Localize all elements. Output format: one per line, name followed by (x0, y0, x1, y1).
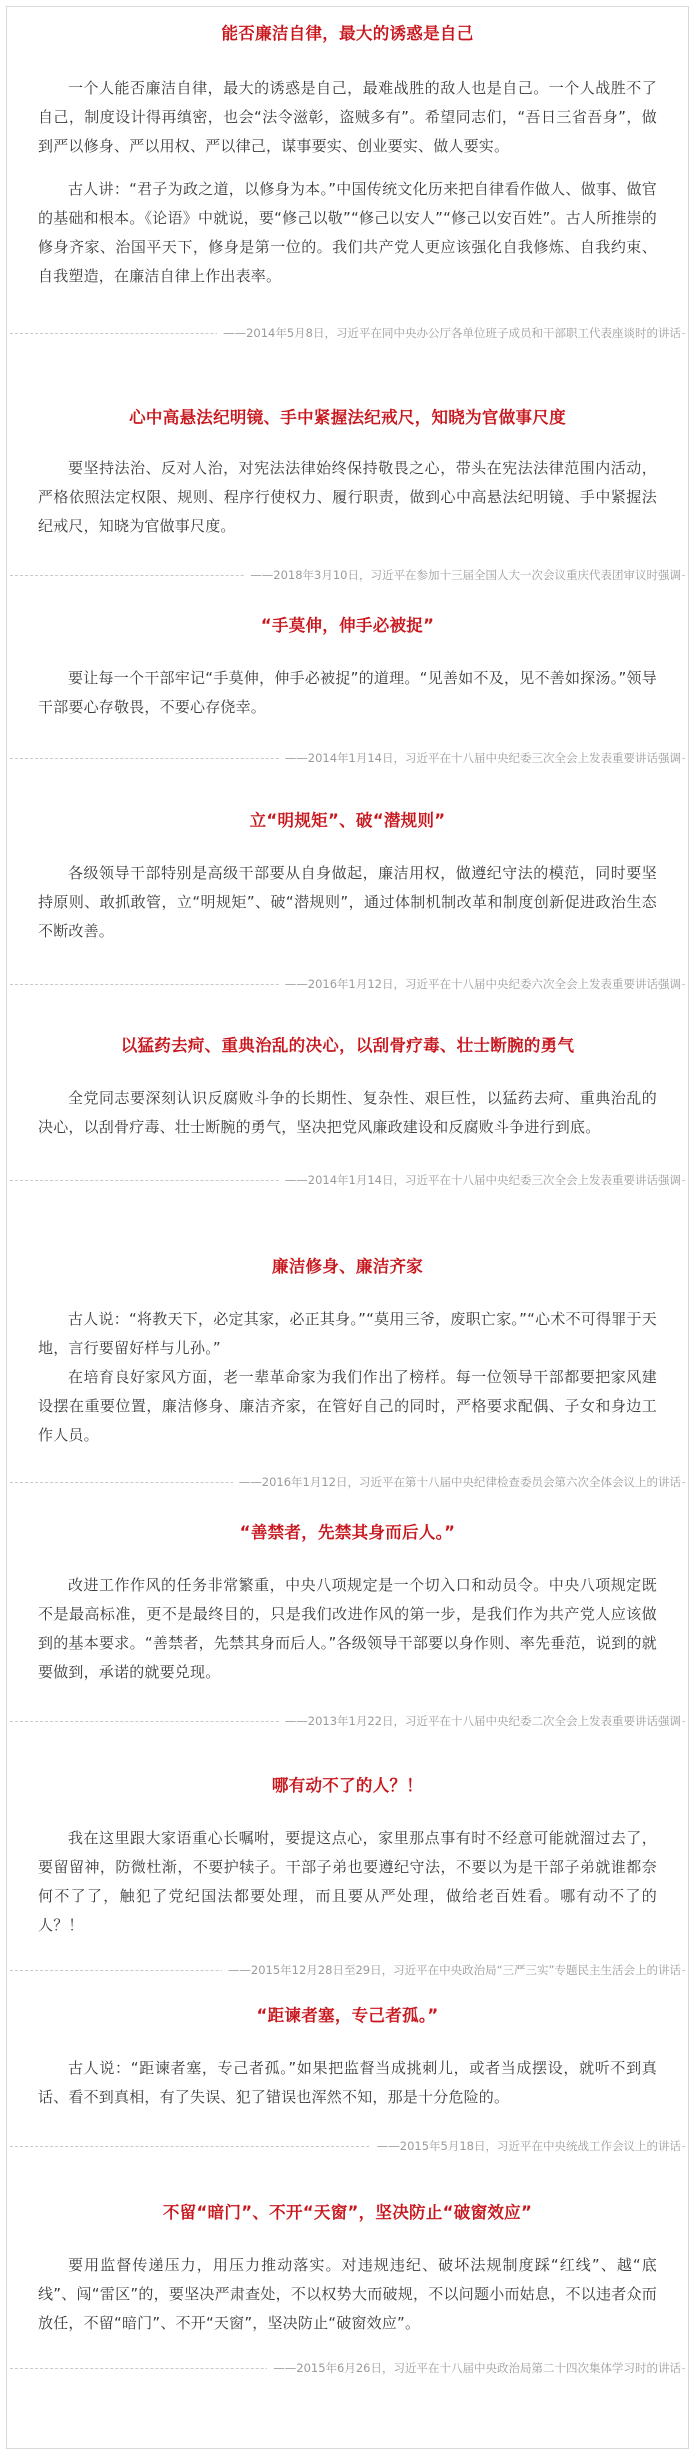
section-title: 能否廉洁自律，最大的诱惑是自己 (221, 24, 474, 43)
section-paragraph: 要坚持法治、反对人治，对宪法法律始终保持敬畏之心，带头在宪法法律范围内活动，严格依照法定权限、规则、程序行使权力、履行职责，做到心中高悬法纪明镜、手中紧握法纪戒尺，知晓为官做事尺度。 (38, 459, 657, 535)
source-citation: ——2016年1月12日，习近平在第十八届中央纪律检查委员会第六次全体会议上的讲话 (233, 1474, 681, 1490)
source-line (10, 1172, 685, 1188)
source-citation: ——2014年1月14日，习近平在十八届中央纪委三次全会上发表重要讲话强调 (279, 1172, 681, 1188)
section-7 (0, 1521, 695, 1729)
source-citation: ——2015年6月26日，习近平在十八届中央政治局第二十四次集体学习时的讲话 (267, 2360, 681, 2376)
source-line (10, 750, 685, 766)
section-title: 廉洁修身、廉洁齐家 (271, 1257, 424, 1276)
section-paragraph: 改进工作作风的任务非常繁重，中央八项规定是一个切入口和动员令。中央八项规定既不是最高标准，更不是最终目的，只是我们改进作风的第一步，是我们作为共产党人应该做到的基本要求。“善禁者，先禁其身而后人。”各级领导干部要以身作则、率先垂范，说到的就要做到，承诺的就要兑现。 (38, 1576, 657, 1681)
section-paragraph: 古人说：“将教天下，必定其家，必正其身。”“莫用三爷，废职亡家。”“心术不可得罪于天地，言行要留好样与儿孙。” (38, 1310, 657, 1357)
section-paragraph: 古人说：“距谏者塞，专己者孤。”如果把监督当成挑刺儿，或者当成摆设，就听不到真话、看不到真相，有了失误、犯了错误也浑然不知，那是十分危险的。 (38, 2059, 657, 2106)
section-title: “手莫伸，伸手必被捉” (260, 616, 435, 635)
source-line (10, 1474, 685, 1490)
section-paragraph: 要让每一个干部牢记“手莫伸，伸手必被捉”的道理。“见善如不及，见不善如探汤。”领导干部要心存敬畏，不要心存侥幸。 (38, 669, 657, 716)
source-citation: ——2016年1月12日，习近平在十八届中央纪委六次全会上发表重要讲话强调 (279, 976, 681, 992)
section-title: 不留“暗门”、不开“天窗”，坚决防止“破窗效应” (162, 2203, 533, 2222)
section-10 (0, 2201, 695, 2376)
section-2 (0, 406, 695, 583)
source-citation: ——2015年5月18日，习近平在中央统战工作会议上的讲话 (371, 2138, 681, 2154)
section-4 (0, 809, 695, 992)
section-3 (0, 614, 695, 766)
section-title: “善禁者，先禁其身而后人。” (239, 1523, 456, 1542)
source-line (10, 2138, 685, 2154)
section-1 (0, 22, 695, 341)
source-line (10, 325, 685, 341)
section-9 (0, 2004, 695, 2154)
section-8 (0, 1774, 695, 1978)
section-paragraph: 各级领导干部特别是高级干部要从自身做起，廉洁用权，做遵纪守法的模范，同时要坚持原则、敢抓敢管，立“明规矩”、破“潜规则”，通过体制机制改革和制度创新促进政治生态不断改善。 (38, 864, 657, 940)
section-paragraph: 一个人能否廉洁自律，最大的诱惑是自己，最难战胜的敌人也是自己。一个人战胜不了自己，制度设计得再缜密，也会“法令滋彰，盗贼多有”。希望同志们，“吾日三省吾身”，做到严以修身、严以用权、严以律己，谋事要实、创业要实、做人要实。 (38, 79, 657, 155)
source-line (10, 2360, 685, 2376)
section-paragraph: 古人讲：“君子为政之道，以修身为本。”中国传统文化历来把自律看作做人、做事、做官的基础和根本。《论语》中就说，要“修己以敬”“修己以安人”“修己以安百姓”。古人所推崇的修身齐家、治国平天下，修身是第一位的。我们共产党人更应该强化自我修炼、自我约束、自我塑造，在廉洁自律上作出表率。 (38, 180, 657, 285)
section-6 (0, 1255, 695, 1490)
section-title: “距谏者塞，专己者孤。” (256, 2006, 439, 2025)
section-title: 立“明规矩”、破“潜规则” (249, 811, 446, 830)
section-title: 哪有动不了的人？！ (271, 1776, 424, 1795)
source-citation: ——2015年12月28日至29日，习近平在中央政治局“三严三实”专题民主生活会上的讲话 (222, 1962, 681, 1978)
section-5 (0, 1034, 695, 1188)
section-paragraph: 全党同志要深刻认识反腐败斗争的长期性、复杂性、艰巨性，以猛药去疴、重典治乱的决心，以刮骨疗毒、壮士断腕的勇气，坚决把党风廉政建设和反腐败斗争进行到底。 (38, 1089, 657, 1136)
section-paragraph: 我在这里跟大家语重心长嘱咐，要提这点心，家里那点事有时不经意可能就溜过去了，要留留神，防微杜渐，不要护犊子。干部子弟也要遵纪守法，不要以为是干部子弟就谁都奈何不了了，触犯了党纪国法都要处理，而且要从严处理，做给老百姓看。哪有动不了的人？！ (38, 1829, 657, 1934)
section-paragraph: 在培育良好家风方面，老一辈革命家为我们作出了榜样。每一位领导干部都要把家风建设摆在重要位置，廉洁修身、廉洁齐家，在管好自己的同时，严格要求配偶、子女和身边工作人员。 (38, 1368, 657, 1444)
source-citation: ——2013年1月22日，习近平在十八届中央纪委二次全会上发表重要讲话强调 (279, 1713, 681, 1729)
source-citation: ——2014年1月14日，习近平在十八届中央纪委三次全会上发表重要讲话强调 (279, 750, 681, 766)
section-title: 心中高悬法纪明镜、手中紧握法纪戒尺，知晓为官做事尺度 (129, 408, 566, 427)
source-citation: ——2018年3月10日，习近平在参加十三届全国人大一次会议重庆代表团审议时强调 (244, 567, 681, 583)
section-paragraph: 要用监督传递压力，用压力推动落实。对违规违纪、破坏法规制度踩“红线”、越“底线”、闯“雷区”的，要坚决严肃查处，不以权势大而破规，不以问题小而姑息，不以违者众而放任，不留“暗门”、不开“天窗”，坚决防止“破窗效应”。 (38, 2256, 657, 2332)
source-line (10, 976, 685, 992)
source-citation: ——2014年5月8日，习近平在同中央办公厅各单位班子成员和干部职工代表座谈时的讲话 (217, 325, 681, 341)
source-line (10, 567, 685, 583)
section-title: 以猛药去疴、重典治乱的决心，以刮骨疗毒、壮士断腕的勇气 (120, 1036, 575, 1055)
source-line (10, 1713, 685, 1729)
source-line (10, 1962, 685, 1978)
